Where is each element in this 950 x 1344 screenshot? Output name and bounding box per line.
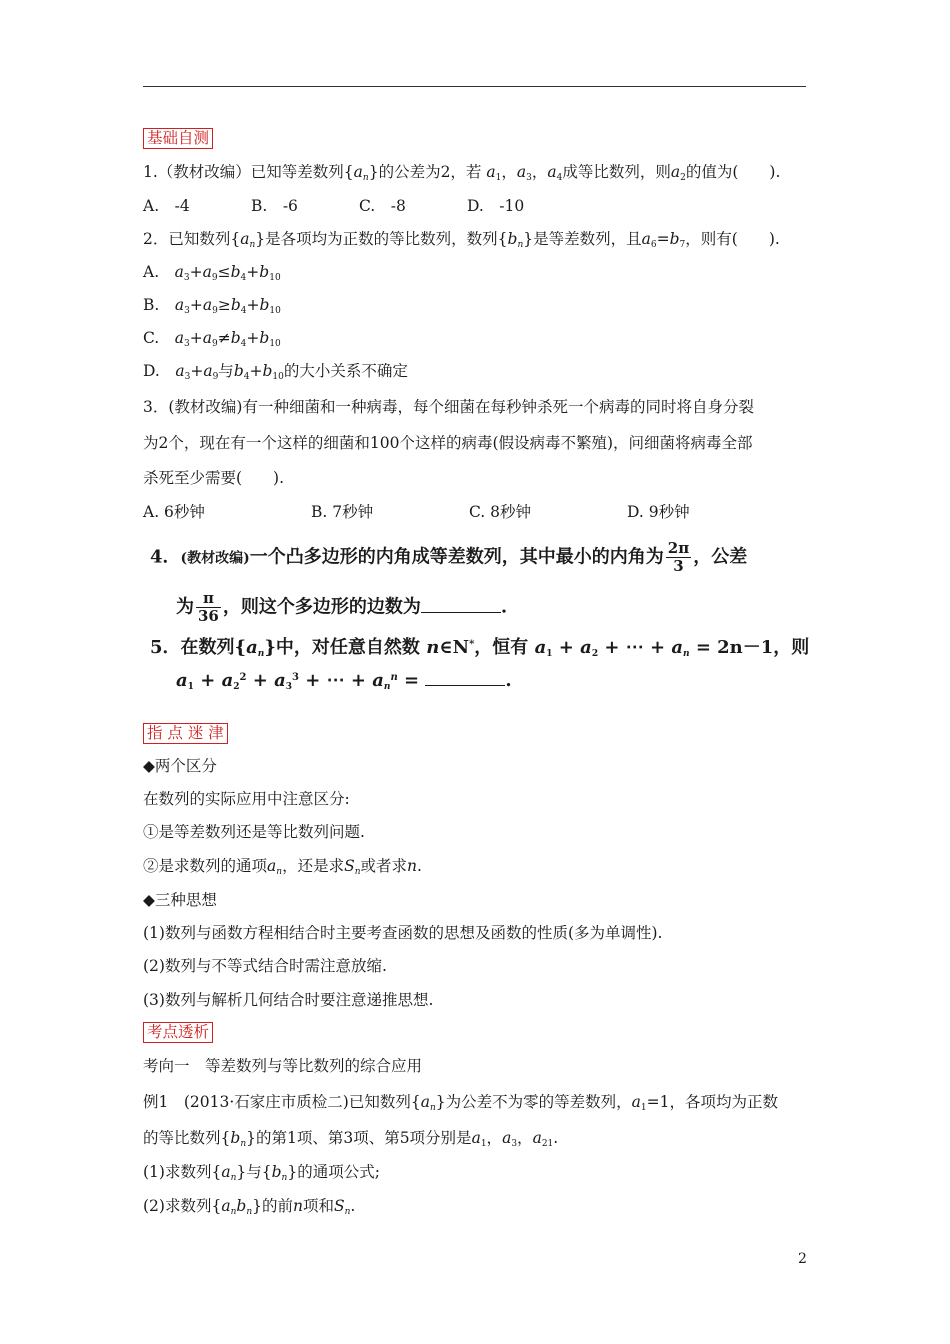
guide-thought-2: (2)数列与不等式结合时需注意放缩. [143, 957, 387, 975]
question-3-line-3: 杀死至少需要( ). [143, 469, 285, 487]
option-d: D. 9秒钟 [627, 503, 690, 521]
option-b: B. -6 [251, 197, 298, 215]
question-1: 1.（教材改编）已知等差数列$\{a_n\}$的公差为2，若 $a_1$，$a_3$，$a_4$成等比数列，则$a_2$的值为( ). [143, 163, 781, 183]
option-a: A. -4 [143, 197, 190, 215]
guide-thought-1: (1)数列与函数方程相结合时主要考查函数的思想及函数的性质(多为单调性). [143, 924, 663, 942]
option-c: C. 8秒钟 [469, 503, 532, 521]
question-2-option-a: A. $a_3+a_9\le b_4+b_{10}$ [143, 263, 281, 283]
section-analysis: 考点透析 [143, 1022, 213, 1043]
question-4-line-2: 为 $\frac{\pi}{36}$ ，则这个多边形的边数为 . [176, 589, 508, 625]
option-d: D. -10 [467, 197, 525, 215]
question-5-line-2: $a_1 + a_2^2 + a_3^3$ + ⋯ + $a_n^n$ = . [176, 667, 512, 693]
question-5-line-1: 5．在数列$\{a_n\}$中，对任意自然数 n∈N*，恒有 $a_1 + a_2$ + ⋯ + $a_n = 2n-1$，则 [150, 637, 810, 659]
example-1-line-1: 例1 (2013·石家庄市质检二)已知数列$\{a_n\}$为公差不为零的等差数列，$a_1=1$，各项均为正数 [143, 1093, 778, 1113]
analysis-direction: 考向一 等差数列与等比数列的综合应用 [143, 1057, 423, 1075]
guide-thought-3: (3)数列与解析几何结合时要注意递推思想. [143, 991, 434, 1009]
guide-heading-2: ◆三种思想 [143, 891, 217, 909]
guide-paragraph-3: ②是求数列的通项$a_n$，还是求$S_n$或者求n. [143, 857, 422, 877]
page-number: 2 [798, 1251, 807, 1267]
guide-paragraph-1: 在数列的实际应用中注意区分: [143, 790, 350, 808]
answer-blank[interactable] [421, 594, 501, 613]
question-2-option-b: B. $a_3+a_9\ge b_4+b_{10}$ [143, 296, 281, 316]
fraction-pi-36: $\frac{\pi}{36}$ [198, 589, 219, 625]
question-1-options [143, 196, 524, 216]
answer-blank[interactable] [425, 667, 505, 686]
example-1-part-1: (1)求数列$\{a_n\}$与$\{b_n\}$的通项公式; [143, 1163, 380, 1183]
option-b: B. 7秒钟 [311, 503, 374, 521]
question-3-line-2: 为2个，现在有一个这样的细菌和100个这样的病毒(假设病毒不繁殖)，问细菌将病毒全部 [143, 434, 753, 452]
question-3-options [143, 502, 690, 522]
header-rule [143, 86, 806, 87]
example-1-line-2: 的等比数列$\{b_n\}$的第1项、第3项、第5项分别是$a_1$，$a_3$，$a_{21}$. [143, 1129, 559, 1149]
question-2-option-d: D. $a_3+a_9$与$b_4+b_{10}$的大小关系不确定 [143, 362, 408, 382]
question-4-line-1: 4．(教材改编)一个凸多边形的内角成等差数列，其中最小的内角为 $\frac{2\pi}{3}$ ，公差 [150, 539, 748, 575]
section-basic-test: 基础自测 [143, 128, 213, 149]
question-2: 2．已知数列$\{a_n\}$是各项均为正数的等比数列，数列$\{b_n\}$是等差数列，且$a_6=b_7$，则有( ). [143, 230, 780, 250]
fraction-2pi-3: $\frac{2\pi}{3}$ [667, 539, 690, 575]
question-3-line-1: 3．(教材改编)有一种细菌和一种病毒，每个细菌在每秒钟杀死一个病毒的同时将自身分裂 [143, 398, 754, 416]
option-c: C. -8 [359, 197, 406, 215]
example-1-part-2: (2)求数列$\{a_nb_n\}$的前n项和$S_n$. [143, 1197, 356, 1217]
section-guide: 指 点 迷 津 [143, 723, 228, 744]
option-a: A. 6秒钟 [143, 503, 205, 521]
question-2-option-c: C. $a_3+a_9\ne b_4+b_{10}$ [143, 329, 281, 349]
guide-heading-1: ◆两个区分 [143, 757, 217, 775]
guide-paragraph-2: ①是等差数列还是等比数列问题. [143, 823, 365, 841]
